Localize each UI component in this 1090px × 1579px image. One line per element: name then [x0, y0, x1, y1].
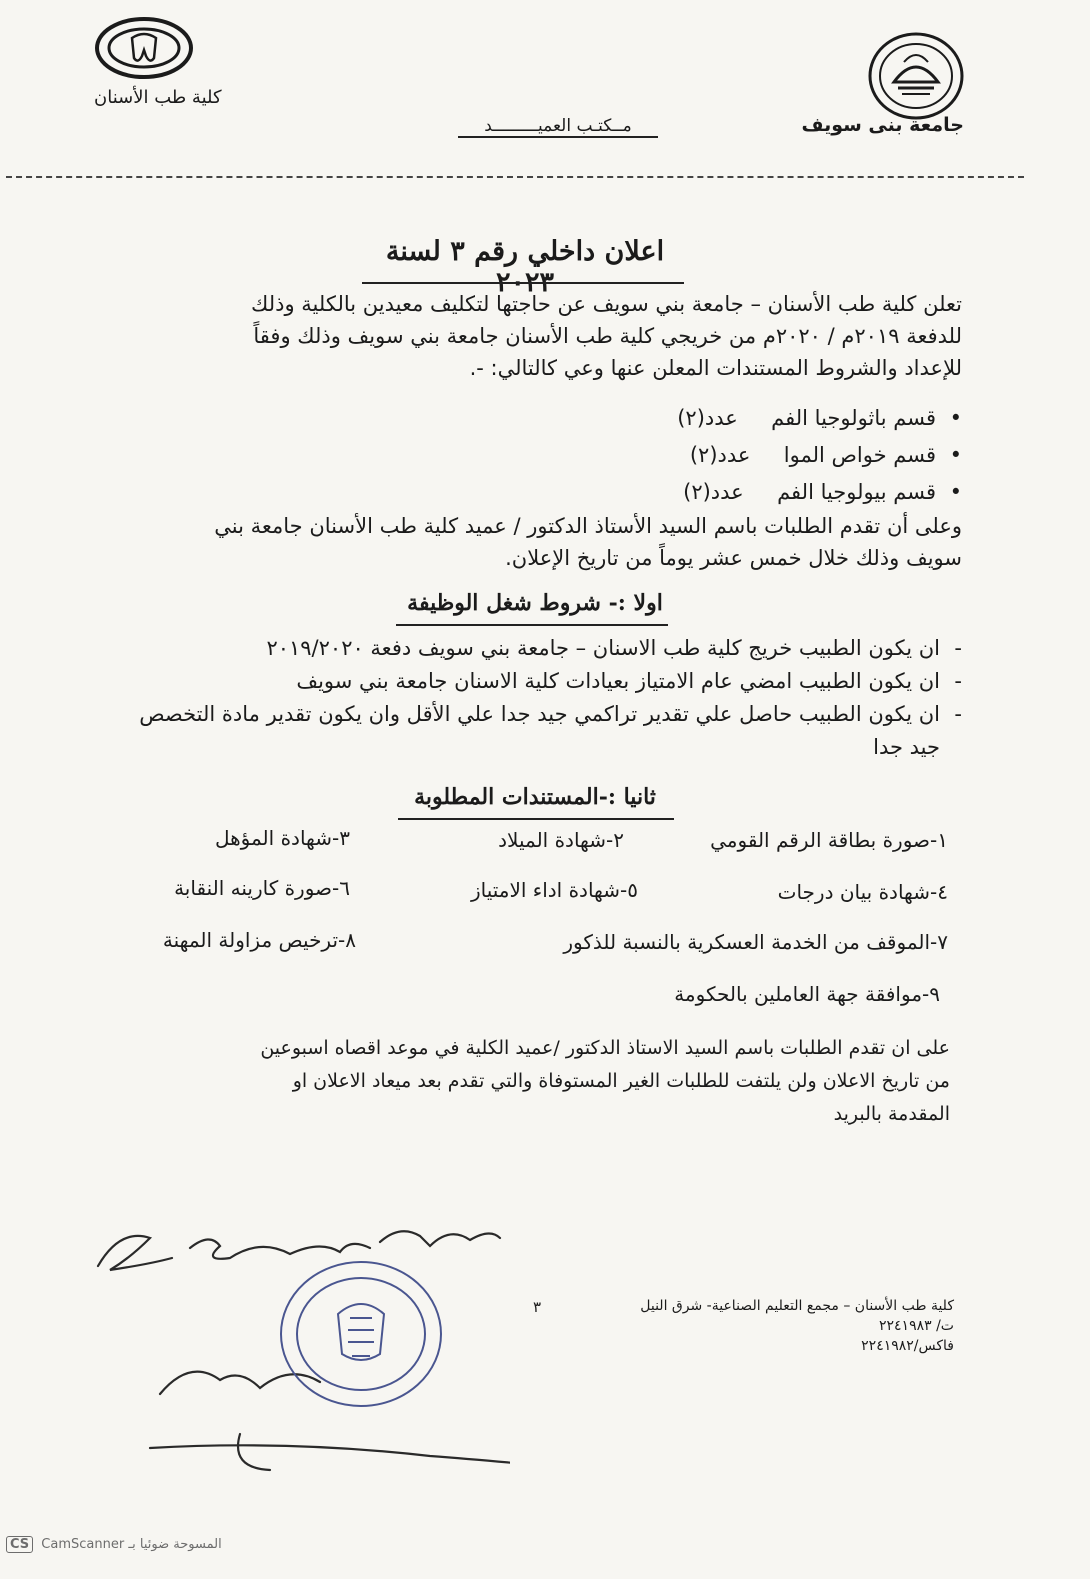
- camscanner-arabic-label: المسوحة ضوئيا بـ: [128, 1537, 222, 1552]
- camscanner-label: CamScanner: [41, 1537, 125, 1552]
- footer-address: كلية طب الأسنان – مجمع التعليم الصناعية- شرق النيل: [640, 1298, 954, 1314]
- camscanner-icon: CS: [6, 1536, 33, 1553]
- intro-line: للدفعة ٢٠١٩م / ٢٠٢٠م من خريجي كلية طب الأسنان جامعة بني سويف وذلك وفقاً: [253, 324, 962, 348]
- submission-line: سويف وذلك خلال خمس عشر يوماً من تاريخ الإعلان.: [505, 546, 962, 570]
- closing-paragraph: [150, 1032, 950, 1131]
- department-item: • قسم باثولوجيا الفم عدد(٢): [532, 400, 962, 437]
- university-logo: [868, 32, 964, 120]
- faculty-logo: [94, 16, 194, 80]
- condition-item: - ان يكون الطبيب امضي عام الامتياز بعيادات كلية الاسنان جامعة بني سويف: [132, 665, 962, 698]
- department-item: • قسم خواص الموا عدد(٢): [532, 437, 962, 474]
- header-divider: [6, 176, 1024, 178]
- submission-line: وعلى أن تقدم الطلبات باسم السيد الأستاذ الدكتور / عميد كلية طب الأسنان جامعة بني: [214, 514, 962, 538]
- university-name: جامعة بنى سويف: [801, 114, 964, 136]
- announcement-title: اعلان داخلي رقم ٣ لسنة ٢٠٢٣: [385, 236, 665, 298]
- document-item: ٥-شهادة اداء الامتياز: [470, 878, 638, 902]
- footer-phone: ت/ ٢٢٤١٩٨٣: [879, 1318, 954, 1334]
- conditions-heading: اولا :- شروط شغل الوظيفة: [407, 590, 663, 616]
- document-item: ٦-صورة كارينه النقابة: [174, 876, 350, 900]
- submission-paragraph: [132, 510, 962, 574]
- condition-item: - ان يكون الطبيب حاصل علي تقدير تراكمي جيد جدا علي الأقل وان يكون تقدير مادة التخصص جيد جدا: [132, 698, 962, 764]
- document-item: ٩-موافقة جهة العاملين بالحكومة: [674, 982, 940, 1006]
- documents-heading: ثانيا :-المستندات المطلوبة: [414, 784, 656, 810]
- conditions-list: [132, 632, 962, 764]
- scanner-watermark: [6, 1536, 222, 1553]
- intro-line: تعلن كلية طب الأسنان – جامعة بني سويف عن حاجتها لتكليف معيدين بالكلية وذلك: [251, 292, 962, 316]
- faculty-name: كلية طب الأسنان: [94, 87, 222, 108]
- closing-line: على ان تقدم الطلبات باسم السيد الاستاذ الدكتور /عميد الكلية في موعد اقصاه اسبوعين: [260, 1037, 950, 1059]
- department-item: • قسم بيولوجيا الفم عدد(٢): [532, 474, 962, 511]
- footer-block: [640, 1296, 954, 1356]
- department-list: [532, 400, 962, 511]
- document-item: ٨-ترخيص مزاولة المهنة: [162, 928, 356, 952]
- dean-office-label: مــكتـب العميـــــــــد: [458, 116, 658, 138]
- document-item: ٣-شهادة المؤهل: [214, 826, 350, 850]
- document-item: ١-صورة بطاقة الرقم القومي: [710, 828, 948, 852]
- condition-item: - ان يكون الطبيب خريج كلية طب الاسنان – جامعة بني سويف دفعة ٢٠١٩/٢٠٢٠: [132, 632, 962, 665]
- closing-line: من تاريخ الاعلان ولن يلتفت للطلبات الغير المستوفاة والتي تقدم بعد ميعاد الاعلان او: [292, 1070, 950, 1092]
- document-item: ٢-شهادة الميلاد: [498, 828, 624, 852]
- page-number: ٣: [533, 1298, 542, 1316]
- conditions-heading-underline: [396, 624, 668, 626]
- title-underline: [362, 282, 684, 284]
- intro-line: للإعداد والشروط المستندات المعلن عنها وعي كالتالي: -.: [469, 356, 962, 380]
- document-item: ٧-الموقف من الخدمة العسكرية بالنسبة للذكور: [563, 930, 948, 954]
- footer-fax: فاكس/٢٢٤١٩٨٢: [861, 1338, 954, 1354]
- documents-heading-underline: [398, 818, 674, 820]
- document-item: ٤-شهادة بيان درجات: [777, 880, 948, 904]
- intro-paragraph: [132, 288, 962, 384]
- official-stamp: [276, 1258, 446, 1410]
- closing-line: المقدمة بالبريد: [833, 1103, 950, 1125]
